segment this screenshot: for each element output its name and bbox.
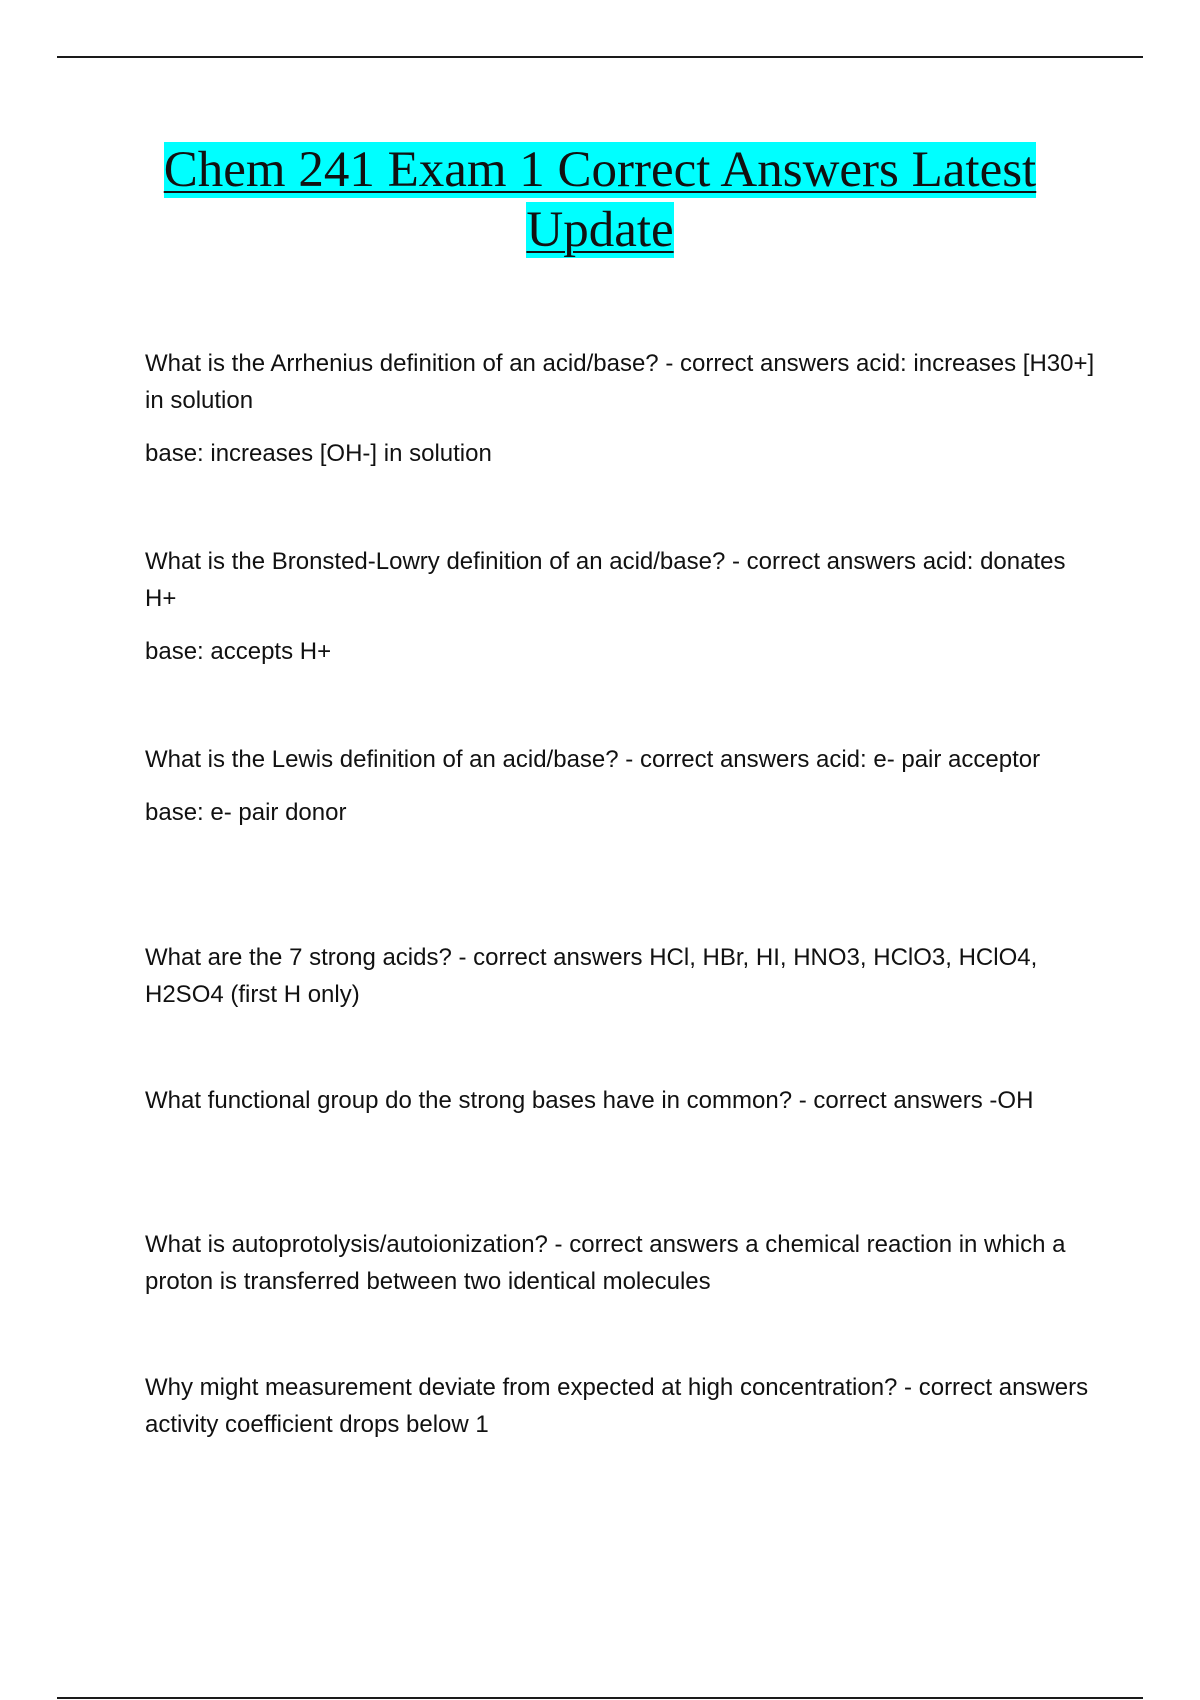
qa-question-answer: What functional group do the strong bases have in common? - correct answers -OH — [145, 1087, 1034, 1114]
qa-item-bronsted-lowry — [145, 543, 1095, 670]
qa-question-answer: What is the Lewis definition of an acid/base? - correct answers acid: e- pair acceptor — [145, 746, 1041, 773]
document-title-block — [100, 140, 1100, 260]
qa-question-answer: What is the Arrhenius definition of an acid/base? - correct answers acid: increases [H30+] in solution — [145, 350, 1095, 414]
footer-rule — [57, 1697, 1143, 1699]
qa-answer-continuation: base: increases [OH-] in solution — [145, 440, 492, 467]
qa-answer-continuation: base: e- pair donor — [145, 799, 347, 826]
qa-item-autoprotolysis — [145, 1226, 1095, 1300]
document-title: Chem 241 Exam 1 Correct Answers Latest Update — [163, 142, 1037, 258]
qa-item-high-concentration — [145, 1369, 1095, 1443]
qa-item-lewis — [145, 741, 1095, 831]
qa-item-arrhenius — [145, 345, 1095, 472]
qa-question-answer: What are the 7 strong acids? - correct answers HCl, HBr, HI, HNO3, HClO3, HClO4, H2SO4 (first H only) — [145, 944, 1038, 1008]
qa-question-answer: Why might measurement deviate from expected at high concentration? - correct answers activity coefficient drops below 1 — [145, 1374, 1089, 1438]
qa-question-answer: What is the Bronsted-Lowry definition of an acid/base? - correct answers acid: donates H+ — [145, 548, 1066, 612]
qa-answer-continuation: base: accepts H+ — [145, 638, 332, 665]
header-rule — [57, 56, 1143, 58]
qa-item-strong-bases — [145, 1082, 1095, 1119]
qa-question-answer: What is autoprotolysis/autoionization? - correct answers a chemical reaction in which a proton is transferred between two identical molecules — [145, 1231, 1066, 1295]
qa-item-strong-acids — [145, 939, 1095, 1013]
